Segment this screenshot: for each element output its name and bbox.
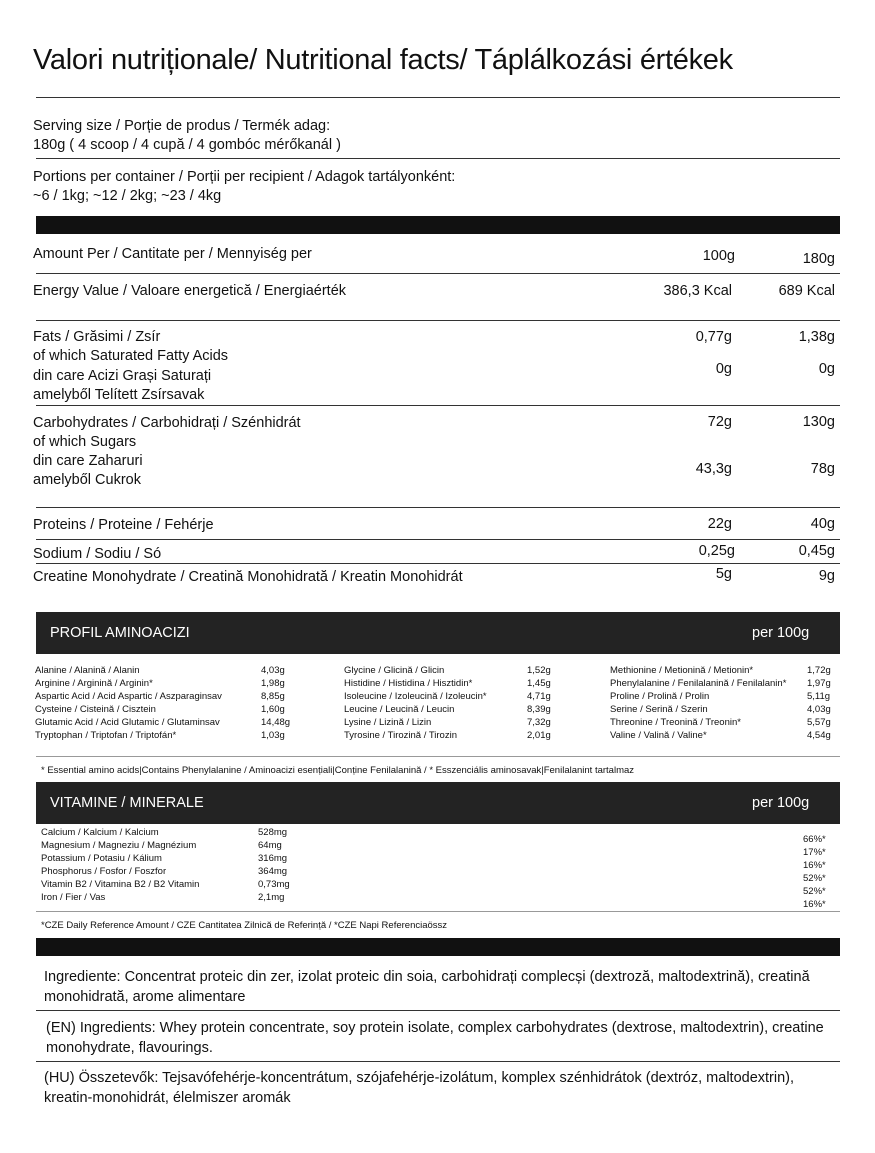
amino-name: Arginine / Arginină / Arginin* [35, 678, 153, 689]
ingredients-hu: (HU) Összetevők: Tejsavófehérje-koncentrátum, szójafehérje-izolátum, komplex szénhidrátok (dextróz, maltodextrin), kreatin-monohidrát, élelmiszer aromák [44, 1070, 795, 1106]
divider [36, 158, 840, 159]
amino-name: Tyrosine / Tirozină / Tirozin [344, 730, 457, 741]
divider [36, 911, 840, 912]
vitamin-name: Calcium / Kalcium / Kalcium [41, 827, 159, 838]
saturated-label-ro: din care Acizi Grași Saturați [33, 368, 212, 384]
amino-value: 14,48g [261, 717, 291, 728]
vitamins-header-band [36, 782, 840, 824]
ingredients-ro: Ingrediente: Concentrat proteic din zer, izolat proteic din soia, carbohidrați complecși (dextroză, maltodextrină), creatină monohidrată, arome alimentare [44, 969, 810, 1005]
vitamin-name: Potassium / Potasiu / Kálium [41, 853, 162, 864]
ingredients-en: (EN) Ingredients: Whey protein concentrate, soy protein isolate, complex carbohydrates (dextrose, maltodextrin), creatine monohydrate, flavourings. [46, 1020, 824, 1056]
proteins-100g: 22g [707, 516, 732, 532]
vitamins-footnote: *CZE Daily Reference Amount / CZE Cantitatea Zilnică de Referință / *CZE Napi Referenciaössz [41, 920, 448, 931]
portions-value: ~6 / 1kg; ~12 / 2kg; ~23 / 4kg [33, 188, 222, 204]
amino-value: 4,71g [527, 691, 551, 702]
amino-name: Glutamic Acid / Acid Glutamic / Glutaminsav [35, 717, 220, 728]
vitamin-name: Iron / Fier / Vas [41, 892, 106, 903]
creatine-180g: 9g [818, 568, 835, 584]
amino-col-3-names [610, 664, 786, 742]
amino-value: 4,03g [261, 665, 285, 676]
amino-value: 4,03g [807, 704, 831, 715]
energy-180g: 689 Kcal [778, 283, 835, 299]
energy-label: Energy Value / Valoare energetică / Energiaérték [33, 283, 347, 299]
vitamin-percent: 17%* [803, 847, 826, 858]
amino-name: Cysteine / Cisteină / Cisztein [35, 704, 156, 715]
creatine-label: Creatine Monohydrate / Creatină Monohidrată / Kreatin Monohidrát [33, 569, 463, 585]
divider [36, 97, 840, 98]
vitamins-names [41, 826, 199, 904]
saturated-label-en: of which Saturated Fatty Acids [33, 348, 229, 364]
amino-value: 5,57g [807, 717, 831, 728]
divider [36, 756, 840, 757]
amino-name: Threonine / Treonină / Treonin* [610, 717, 741, 728]
amino-name: Aspartic Acid / Acid Aspartic / Aszparaginsav [35, 691, 222, 702]
amino-name: Serine / Serină / Szerin [610, 704, 708, 715]
amino-value: 7,32g [527, 717, 551, 728]
amino-name: Phenylalanine / Fenilalanină / Fenilalanin* [610, 678, 787, 689]
vitamin-percent: 66%* [803, 834, 826, 845]
amino-title: PROFIL AMINOACIZI [50, 625, 190, 641]
amino-value: 1,98g [261, 678, 285, 689]
creatine-100g: 5g [715, 566, 732, 582]
vitamin-name: Vitamin B2 / Vitamina B2 / B2 Vitamin [41, 879, 200, 890]
proteins-label: Proteins / Proteine / Fehérje [33, 517, 214, 533]
serving-value: 180g ( 4 scoop / 4 cupă / 4 gombóc mérőkanál ) [33, 137, 341, 153]
amino-name: Histidine / Histidina / Hisztidin* [344, 678, 473, 689]
vitamin-value: 364mg [258, 866, 288, 877]
amino-value: 8,39g [527, 704, 551, 715]
vitamin-percent: 52%* [803, 873, 826, 884]
section-bar [36, 938, 840, 956]
page-title: Valori nutriționale/ Nutritional facts/ Táplálkozási értékek [33, 44, 733, 76]
amino-col-3-values [807, 664, 831, 742]
sugars-label-en: of which Sugars [33, 434, 137, 450]
amino-footnote: * Essential amino acids|Contains Phenylalanine / Aminoacizi esențiali|Conține Fenilalanină / * Esszenciális aminosavak|Fenilalanint tartalmaz [41, 765, 635, 776]
sugars-label-hu: amelyből Cukrok [33, 472, 141, 488]
sugars-180g: 78g [810, 461, 835, 477]
divider [36, 320, 840, 321]
amino-value: 1,52g [527, 665, 551, 676]
amino-value: 1,45g [527, 678, 551, 689]
amino-name: Isoleucine / Izoleucină / Izoleucin* [344, 691, 487, 702]
divider [36, 273, 840, 274]
amino-col-1-names [35, 664, 222, 742]
divider [36, 563, 840, 564]
vitamin-percent: 52%* [803, 886, 826, 897]
divider [36, 405, 840, 406]
amount-per-label: Amount Per / Cantitate per / Mennyiség per [33, 246, 312, 262]
carbs-label: Carbohydrates / Carbohidrați / Szénhidrát [33, 415, 301, 431]
vitamins-per-100g: per 100g [752, 795, 810, 811]
vitamin-percent: 16%* [803, 899, 826, 910]
serving-label: Serving size / Porție de produs / Termék adag: [33, 118, 331, 134]
amino-name: Valine / Valină / Valine* [610, 730, 707, 741]
sugars-label-ro: din care Zaharuri [33, 453, 143, 469]
amino-value: 5,11g [807, 691, 831, 702]
sodium-label: Sodium / Sodiu / Só [33, 546, 162, 562]
col-header-180g: 180g [802, 251, 835, 267]
vitamin-value: 64mg [258, 840, 282, 851]
vitamin-value: 2,1mg [258, 892, 285, 903]
saturated-180g: 0g [818, 361, 835, 377]
amino-name: Alanine / Alanină / Alanin [35, 665, 140, 676]
amino-value: 4,54g [807, 730, 831, 741]
amino-value: 2,01g [527, 730, 551, 741]
proteins-180g: 40g [810, 516, 835, 532]
amino-value: 1,97g [807, 678, 831, 689]
amino-name: Leucine / Leucină / Leucin [344, 704, 455, 715]
vitamin-name: Phosphorus / Fosfor / Foszfor [41, 866, 167, 877]
amino-name: Lysine / Lizină / Lizin [344, 717, 432, 728]
sugars-100g: 43,3g [695, 461, 732, 477]
vitamin-value: 316mg [258, 853, 288, 864]
saturated-100g: 0g [715, 361, 732, 377]
sodium-180g: 0,45g [798, 543, 835, 559]
sodium-100g: 0,25g [698, 543, 735, 559]
divider [36, 1061, 840, 1062]
vitamin-percent: 16%* [803, 860, 826, 871]
amino-value: 1,03g [261, 730, 285, 741]
carbs-180g: 130g [802, 414, 835, 430]
amino-name: Tryptophan / Triptofan / Triptofán* [35, 730, 177, 741]
divider [36, 539, 840, 540]
fats-180g: 1,38g [798, 329, 835, 345]
vitamin-value: 528mg [258, 827, 288, 838]
divider [36, 507, 840, 508]
section-bar [36, 216, 840, 234]
amino-value: 1,72g [807, 665, 831, 676]
vitamins-percent [803, 833, 826, 911]
col-header-100g: 100g [702, 248, 735, 264]
vitamins-values [258, 826, 290, 904]
amino-name: Methionine / Metionină / Metionin* [610, 665, 754, 676]
amino-col-1-values [261, 664, 290, 742]
amino-col-2-names [344, 664, 487, 742]
amino-col-2-values [527, 664, 551, 742]
amino-value: 1,60g [261, 704, 285, 715]
amino-name: Glycine / Glicină / Glicin [344, 665, 445, 676]
amino-header-band [36, 612, 840, 654]
amino-per-100g: per 100g [752, 625, 810, 641]
saturated-label-hu: amelyből Telített Zsírsavak [33, 387, 205, 403]
divider [36, 1010, 840, 1011]
fats-100g: 0,77g [695, 329, 732, 345]
vitamins-title: VITAMINE / MINERALE [50, 795, 204, 811]
vitamin-name: Magnesium / Magneziu / Magnézium [41, 840, 197, 851]
amino-name: Proline / Prolină / Prolin [610, 691, 710, 702]
energy-100g: 386,3 Kcal [663, 283, 732, 299]
portions-label: Portions per container / Porții per recipient / Adagok tartályonként: [33, 169, 456, 185]
fats-label: Fats / Grăsimi / Zsír [33, 329, 161, 345]
amino-value: 8,85g [261, 691, 285, 702]
vitamin-value: 0,73mg [258, 879, 290, 890]
carbs-100g: 72g [707, 414, 732, 430]
